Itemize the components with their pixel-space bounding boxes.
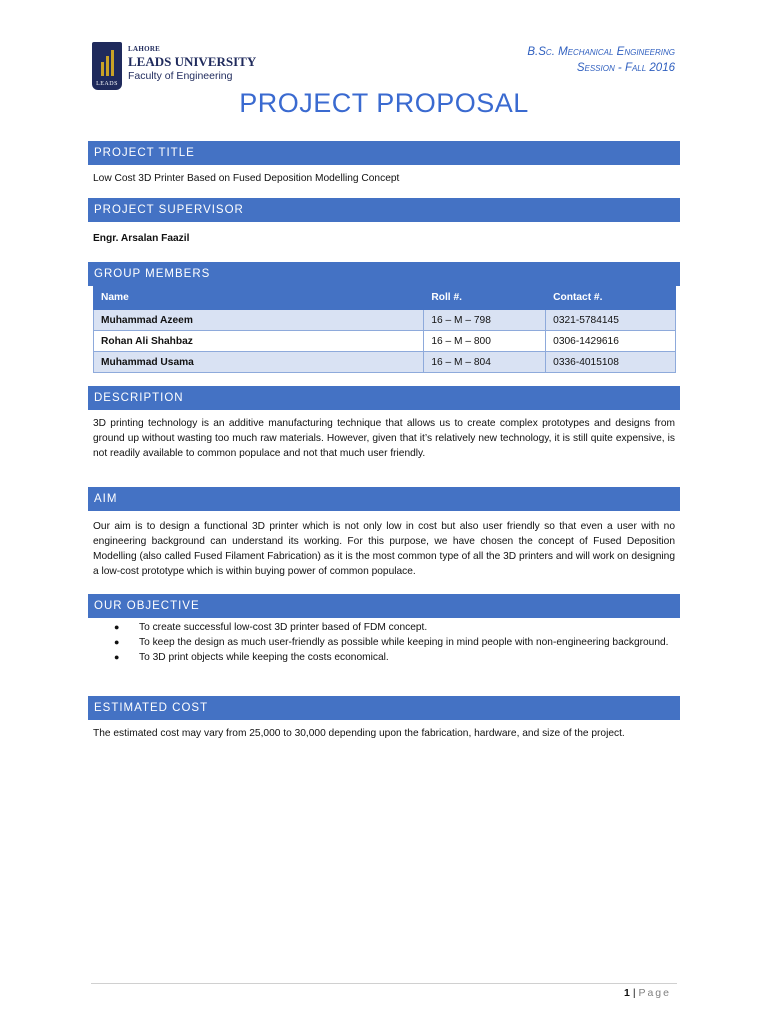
estimated-cost-text: The estimated cost may vary from 25,000 to 30,000 depending upon the fabrication, hardware, and size of the project. (93, 728, 625, 739)
member-roll: 16 – M – 798 (424, 310, 546, 331)
aim-heading: AIM (88, 487, 680, 511)
member-roll: 16 – M – 804 (424, 352, 546, 373)
table-header-row (94, 286, 676, 310)
page-title: PROJECT PROPOSAL (239, 88, 529, 118)
page-word: Page (638, 987, 671, 999)
column-header-contact: Contact #. (546, 286, 676, 310)
objective-list (93, 620, 675, 665)
shield-text: LEADS (96, 81, 118, 87)
program-info (527, 44, 675, 76)
objective-text: To create successful low-cost 3D printer based of FDM concept. (139, 622, 428, 633)
objective-heading: OUR OBJECTIVE (88, 594, 680, 618)
bullet-icon: ● (114, 622, 120, 632)
member-name: Muhammad Usama (94, 352, 424, 373)
logo-city: LAHORE (128, 45, 161, 53)
program-name: B.Sc. Mechanical Engineering (527, 46, 675, 58)
table-row (94, 331, 676, 352)
logo-faculty: Faculty of Engineering (128, 70, 233, 82)
footer-separator: | (632, 987, 636, 999)
list-item (93, 620, 675, 635)
member-contact: 0306-1429616 (546, 331, 676, 352)
bullet-icon: ● (114, 637, 120, 647)
estimated-cost-heading: ESTIMATED COST (88, 696, 680, 720)
project-title-text: Low Cost 3D Printer Based on Fused Deposition Modelling Concept (93, 173, 400, 184)
members-table (93, 285, 676, 373)
aim-text: Our aim is to design a functional 3D printer which is not only low in cost but also user friendly so that even a user with no engineering background can understand its working. For this purpose, we have chosen the concept of Fused Deposition Modelling (also called Fused Filament Fabrication) as it is the most common type of all the 3D printers and will work on designing a low-cost prototype which is within buying power of common populace. (93, 521, 675, 577)
table-row (94, 310, 676, 331)
page-number: 1 (624, 987, 630, 999)
list-item (93, 635, 675, 650)
column-header-name: Name (94, 286, 424, 310)
footer-divider (91, 983, 677, 984)
university-logo (92, 42, 257, 92)
member-roll: 16 – M – 800 (424, 331, 546, 352)
list-item (93, 650, 675, 665)
member-contact: 0321-5784145 (546, 310, 676, 331)
supervisor-name: Engr. Arsalan Faazil (93, 233, 190, 244)
supervisor-heading: PROJECT SUPERVISOR (88, 198, 680, 222)
project-title-heading: PROJECT TITLE (88, 141, 680, 165)
member-name: Rohan Ali Shahbaz (94, 331, 424, 352)
column-header-roll: Roll #. (424, 286, 546, 310)
table-row (94, 352, 676, 373)
shield-icon (92, 42, 122, 90)
bullet-icon: ● (114, 652, 120, 662)
member-name: Muhammad Azeem (94, 310, 424, 331)
session-name: Session - Fall 2016 (576, 62, 675, 74)
page-footer (624, 987, 671, 999)
description-heading: DESCRIPTION (88, 386, 680, 410)
objective-text: To keep the design as much user-friendly as possible while keeping in mind people with non-engineering background. (139, 637, 669, 648)
group-members-heading: GROUP MEMBERS (88, 262, 680, 286)
member-contact: 0336-4015108 (546, 352, 676, 373)
description-text: 3D printing technology is an additive manufacturing technique that allows us to create complex prototypes and designs from ground up without wasting too much raw materials. However, given that it’s relatively new technology, it is still quite expensive, is not readily available to common populace and not that much user friendly. (93, 418, 675, 459)
logo-university-name: LEADS UNIVERSITY (128, 54, 257, 69)
objective-text: To 3D print objects while keeping the costs economical. (139, 652, 389, 663)
